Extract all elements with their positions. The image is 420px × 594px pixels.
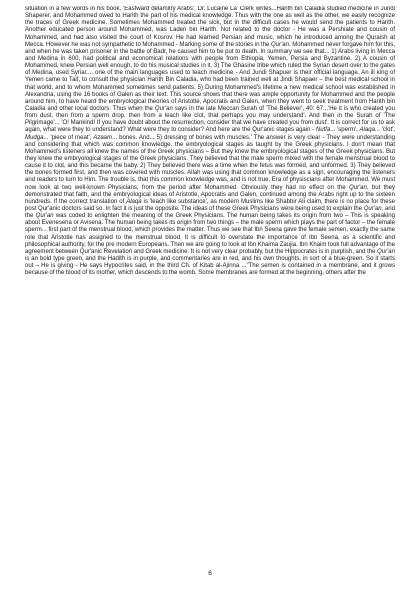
italic-term: Mudga — [25, 134, 44, 141]
text-run: is 'leach like substance', as modern Muslims like Shabbir Ali claim, there is no place for these post Qur'anic doctors said so. In fact it is just the opposite. The ideas of these Greek Physicians were being used to explain the — [25, 198, 395, 212]
text-run: says in the late Meccan Surah of 'The Believer', 40: 67...'He it is who created you from dust, then from a sperm drop, then from a leach like clot, that perhaps you may understand'. And then in the Surah of 'The Pilgrimage'... 'O! Mankind! If you have doubt about the resurrection, consider that we have created you from dust'. It is correct for us to ask again, what were they to understand? What were they to consider? And here are the Qur'anic stages again - — [25, 105, 395, 134]
document-page — [25, 6, 395, 586]
text-run: ... 'clot', — [374, 127, 395, 134]
italic-term: Nutfa — [315, 127, 331, 134]
text-run: , and the — [25, 205, 395, 220]
italic-term: Alaqa — [126, 198, 142, 205]
text-run: ... 'piece of meat', — [43, 134, 94, 141]
italic-term: Alaqa — [359, 127, 375, 134]
text-run: ... 'sperm', — [330, 127, 360, 134]
text-run: is an bold type green, and the Hadith is in purple, and commentaries are in red, and his own thoughts, in sort of a blue-green. So it starts out – He is giving - He says Hypocrites said, in the third Ch. of Kitab al-Ajinna ..."The semen is contained in a membrane, and it grows because of the blood of its mother, which descends to the womb. Some membranes are formed at the beginning, others after the — [25, 255, 395, 277]
italic-term: Azaam — [93, 134, 113, 141]
italic-term: Qur'an — [271, 41, 289, 48]
italic-term: Qur'an — [377, 248, 395, 255]
italic-term: Qur'an — [154, 105, 173, 112]
italic-term: Qur'an — [348, 184, 367, 191]
body-text — [25, 6, 395, 564]
page-number: 6 — [208, 570, 212, 577]
text-run: ... bones. And... 5) dressing of bones with muscles.' The answer is very clear - They were understanding and considering that which was common knowledge, the embryological stages as taught by the Greek physicians. I don't mean that Mohammed's listeners all knew the names of the Greek physicians – But they knew the embryological stages of the Greek physicians. But they knew the embryological stages of the Greek physicians. They believed that the male sperm mixed with the female menstrual blood to cause it to clot, and this became the baby. 2) They believed there was a time when the fetus was formed, and unformed. 3) They believed the bones formed first, and then was covered with muscles. Allah was using that common knowledge as a sign, encouraging the listeners and readers to turn to Him. The trouble is, that this common knowledge was, and is not true. Era of physiscians after Mohammed. We must now look at two well-known Physicians, from the period after Mohammed. Obviously they had no effect on the — [25, 134, 395, 191]
text-run: situation in a few words in his book, 'Eastward delamitry Arabs', Dr. Lucaine La' Clerk writes...Harith bin Caladia studied medicine in Jundi Shaperer, and Mohammed owed to Harith the part of his medical knowledge. Thus with the one as well as the other, we easily recognize the traces of Greek medicine. Sometimes Mohammed treated the sick, but in the difficult cases he would send the patients to Harith. Another educated person around Mohammed, was Laden bin Harith. Not related to the doctor - He was a Pershiate and cousin of Mohammed, and had also visited the court of Kosrov. He had learned Persian and music, which he introduced among the Quraish at Mecca. However he was not sympathetic to Mohammed - Marking some of the stories in the — [25, 6, 395, 48]
text-run: . Mohammed never forgave him for this, and when he was taken prisoner in the battle of Badr, he caused him to be put to death. In summary we see that... 1) Arabs living in Mecca and Medina in 600, had political and economical relations with people from Ethiopia, Yemen, Persia and Byzantine. 2) A cousin of Mohammed, knew Persian well enough, to do his musical studies in it. 3) The Ghasine tribe which ruled the Syrian desert over to the gates of Medina, used Syriar.... one of the main languages used to teach medicine - And Jundi Shapuer is their official language. An ill king of Yemen came to Taif, to consult the physician Harith Bin Caladia, who had been trained well at Jindi Shapaer – the best medical school in that world, and to whom Mohammed sometimes send patients. 5) During Mohammed's lifetime a new medical school was established in Alexandria, using the 16 books of Galen as their text. This source shows that there was ample opportunity for Mohammed and the people around him, to have heard the embryological theories of Aristotle, Apocratis and Galen, when they went to seek treatment from Harith bin Caladia and other local doctors. Thus when the — [25, 41, 395, 112]
text-run: , but they demonstrated that faith, and the embryological ideas of Aristotle, Apocratis and Galen, continued among the Arabs right up to the sixteen hundreds. If the correct translation of — [25, 184, 395, 205]
italic-term: Qur'an — [35, 213, 54, 220]
text-run: was coded to enlighten the meaning of the Greek Physicians. The human being takes its origin from two – This is speaking about Evenesena or Avisena. The human being takes its origin from two things – the male sperm which plays the part of factor – the female sperm... first part of the menstrual blood, which provides the matter. Thus we see that Ibn Seena gave the female semen, exactly the same role that Aristotle has assigned to the menstrual blood. It is difficult to overstate the importance of Ibn Seena, as a scientific and philosophical authority, for the pre modern Europeans. Then we are going to look at Ibn Khaima Zaujia. Ibn Khaim took full advantage of the agreement between Qur'anic Revelation and Greek medicine. It is not very clear probably, but the Hippocrates is in purplish, and the — [25, 213, 395, 255]
italic-term: Qur'an — [363, 205, 382, 212]
